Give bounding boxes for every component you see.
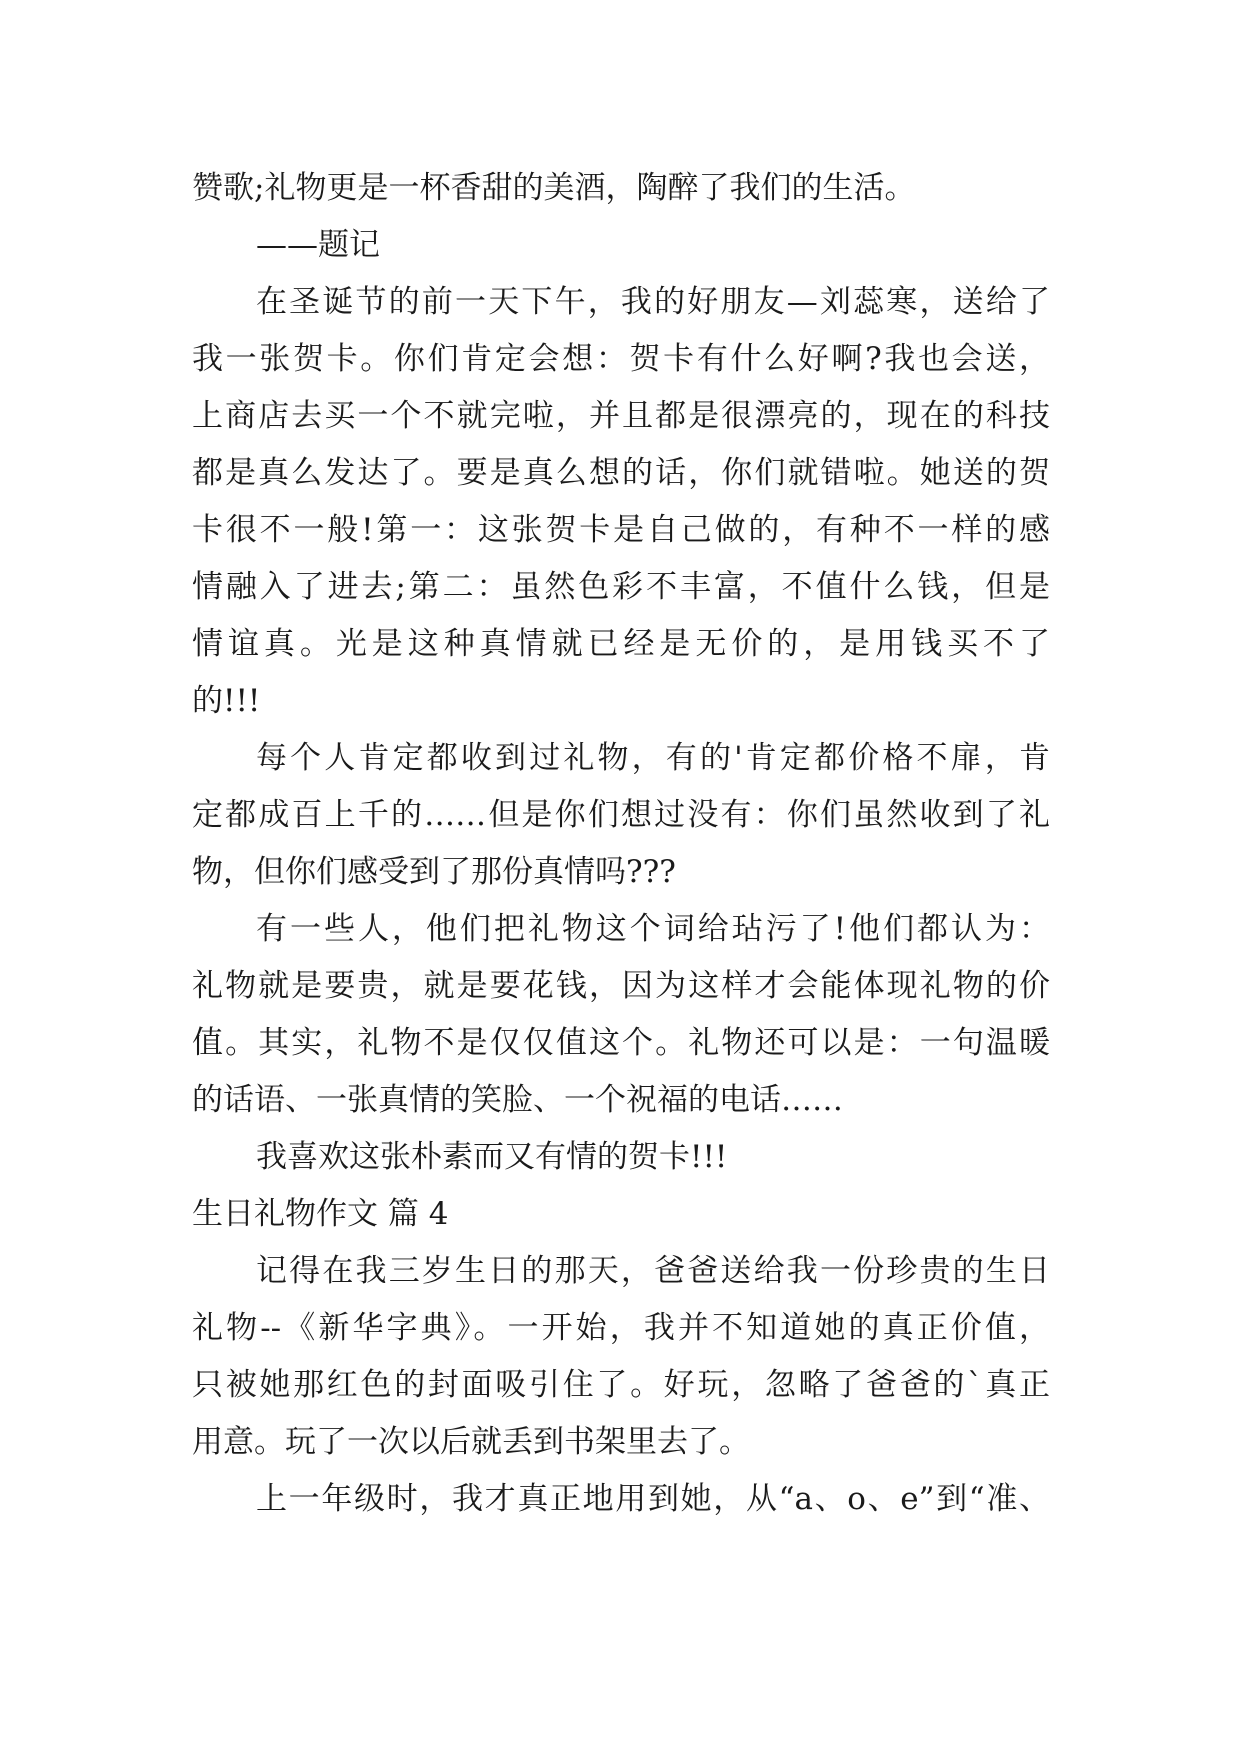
section-heading: 生日礼物作文 篇 4 (192, 1196, 449, 1232)
text-line: 有一些人，他们把礼物这个词给玷污了!他们都认为： (256, 911, 1050, 947)
text-line: 定都成百上千的……但是你们想过没有：你们虽然收到了礼 (192, 797, 1050, 833)
text-line: 情融入了进去;第二：虽然色彩不丰富，不值什么钱，但是 (192, 569, 1050, 605)
text-line: 在圣诞节的前一天下午，我的好朋友—刘蕊寒，送给了 (256, 284, 1050, 320)
epigraph-attribution: ——题记 (256, 227, 380, 263)
text-line: 都是真么发达了。要是真么想的话，你们就错啦。她送的贺 (192, 455, 1050, 491)
text-line: 的!!! (192, 683, 261, 719)
text-line: 情谊真。光是这种真情就已经是无价的，是用钱买不了 (192, 626, 1050, 662)
text-line: 记得在我三岁生日的那天，爸爸送给我一份珍贵的生日 (256, 1253, 1050, 1289)
text-line: 的话语、一张真情的笑脸、一个祝福的电话…… (192, 1082, 843, 1118)
text-line: 礼物--《新华字典》。一开始，我并不知道她的真正价值， (192, 1310, 1050, 1346)
text-line: 值。其实，礼物不是仅仅值这个。礼物还可以是：一句温暖 (192, 1025, 1050, 1061)
text-line: 赞歌;礼物更是一杯香甜的美酒，陶醉了我们的生活。 (192, 170, 916, 206)
text-line: 我一张贺卡。你们肯定会想：贺卡有什么好啊?我也会送， (192, 341, 1050, 377)
text-line: 上商店去买一个不就完啦，并且都是很漂亮的，现在的科技 (192, 398, 1050, 434)
text-line: 上一年级时，我才真正地用到她，从“a、o、e”到“准、 (256, 1481, 1050, 1517)
text-line: 用意。玩了一次以后就丢到书架里去了。 (192, 1424, 750, 1460)
text-line: 我喜欢这张朴素而又有情的贺卡!!! (256, 1139, 728, 1175)
text-line: 物，但你们感受到了那份真情吗??? (192, 854, 676, 890)
text-line: 只被她那红色的封面吸引住了。好玩，忽略了爸爸的`真正 (192, 1367, 1050, 1403)
text-line: 卡很不一般!第一：这张贺卡是自己做的，有种不一样的感 (192, 512, 1050, 548)
text-line: 每个人肯定都收到过礼物，有的'肯定都价格不扉，肯 (256, 740, 1050, 776)
text-line: 礼物就是要贵，就是要花钱，因为这样才会能体现礼物的价 (192, 968, 1050, 1004)
